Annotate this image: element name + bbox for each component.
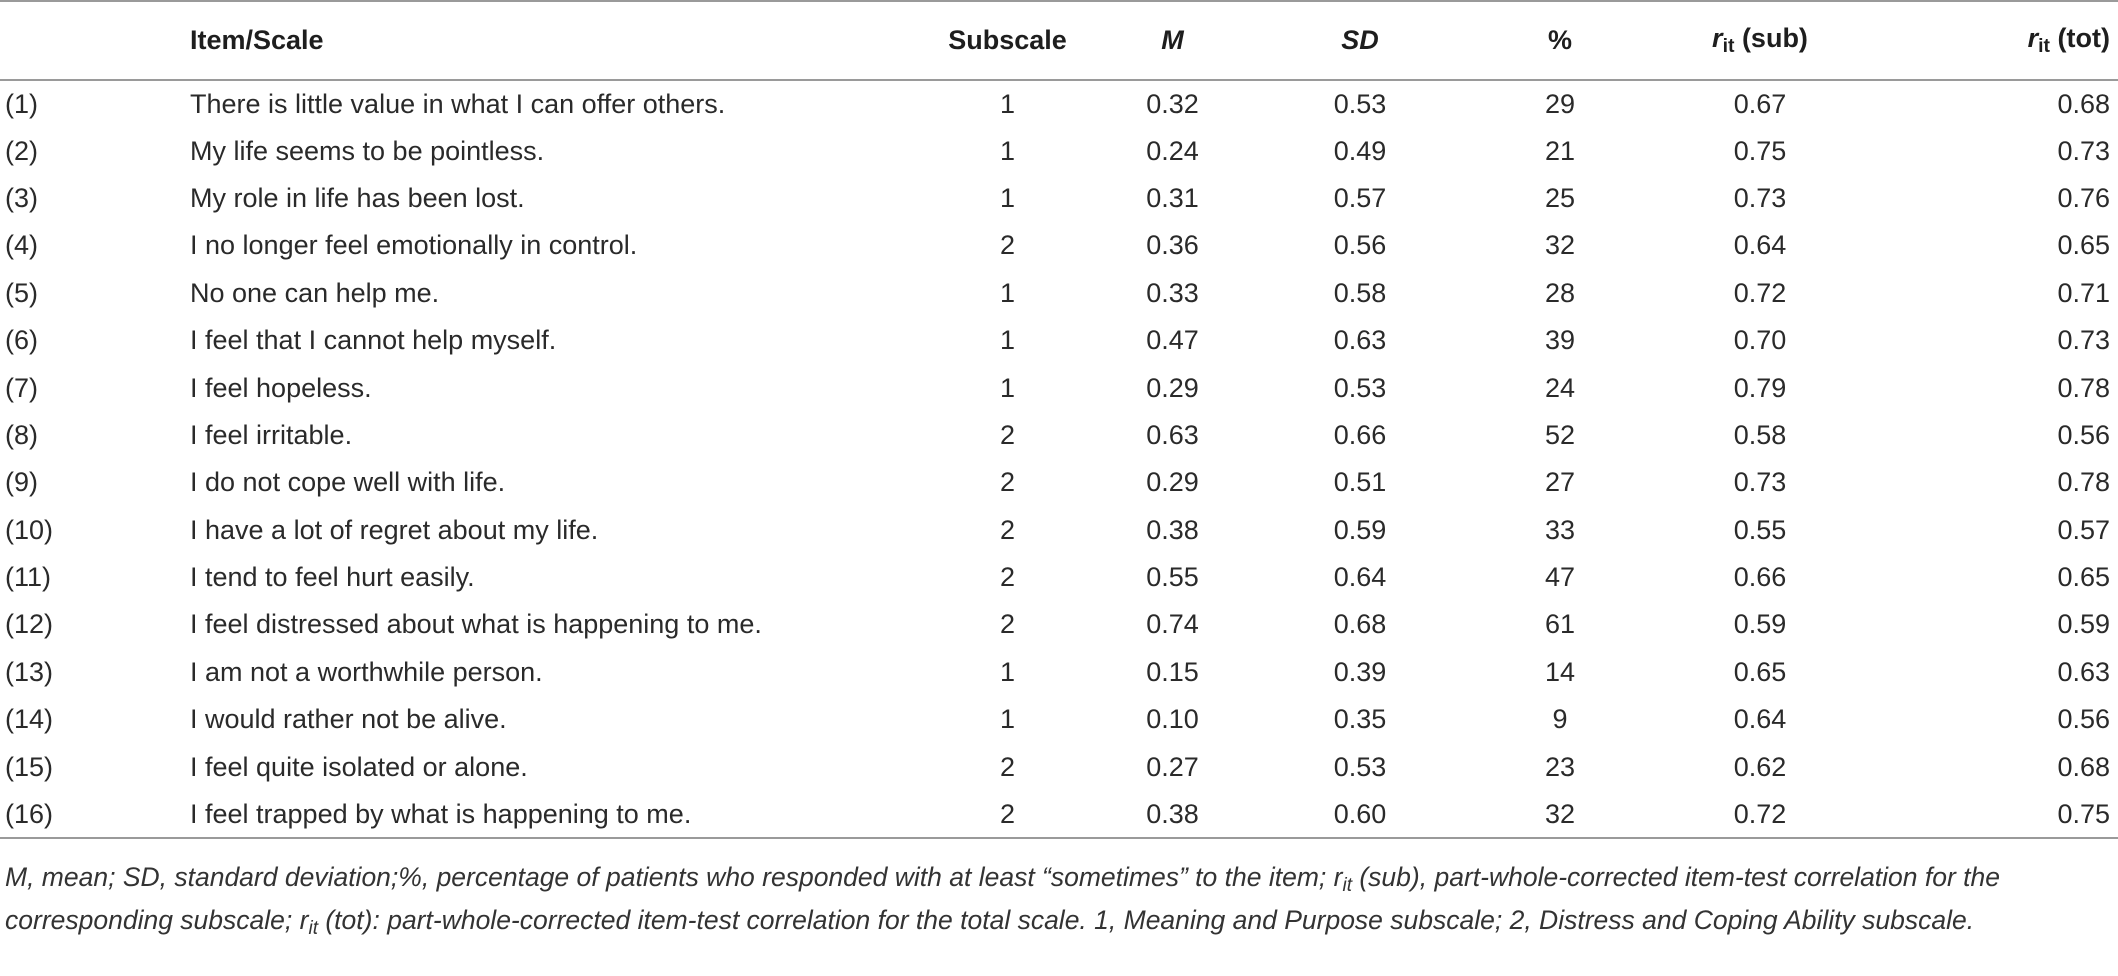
cell-mean: 0.55 bbox=[1146, 562, 1199, 593]
cell-mean: 0.32 bbox=[1146, 88, 1199, 119]
cell-r-tot: 0.76 bbox=[2057, 182, 2110, 213]
cell-item-number: (12) bbox=[5, 609, 54, 640]
cell-item-number: (5) bbox=[5, 277, 38, 308]
cell-percent: 24 bbox=[1544, 372, 1576, 403]
cell-r-tot: 0.68 bbox=[2057, 88, 2110, 119]
cell-mean: 0.31 bbox=[1146, 182, 1199, 213]
header-sd: SD bbox=[1341, 25, 1379, 55]
table-row bbox=[0, 459, 2118, 506]
cell-subscale: 2 bbox=[999, 419, 1016, 450]
header-mean: M bbox=[1161, 25, 1184, 55]
cell-percent: 32 bbox=[1544, 230, 1576, 261]
table-row bbox=[0, 270, 2118, 317]
header-r-tot-base: r bbox=[2027, 23, 2039, 54]
cell-mean: 0.29 bbox=[1146, 467, 1199, 498]
cell-r-sub: 0.62 bbox=[1733, 751, 1787, 782]
cell-r-tot: 0.73 bbox=[2057, 325, 2110, 356]
cell-r-sub: 0.67 bbox=[1733, 88, 1787, 119]
cell-subscale: 2 bbox=[999, 798, 1016, 829]
cell-subscale: 1 bbox=[999, 135, 1016, 166]
cell-item-number: (10) bbox=[5, 514, 54, 545]
cell-r-sub: 0.70 bbox=[1733, 325, 1787, 356]
cell-r-sub: 0.64 bbox=[1733, 704, 1787, 735]
cell-sd: 0.53 bbox=[1333, 751, 1387, 782]
table-row bbox=[0, 317, 2118, 364]
table-row bbox=[0, 412, 2118, 459]
cell-sd: 0.39 bbox=[1333, 656, 1387, 687]
cell-r-tot: 0.57 bbox=[2057, 514, 2110, 545]
table-row bbox=[0, 791, 2118, 838]
cell-r-tot: 0.65 bbox=[2057, 562, 2110, 593]
cell-percent: 21 bbox=[1544, 135, 1576, 166]
cell-subscale: 2 bbox=[999, 562, 1016, 593]
cell-mean: 0.27 bbox=[1146, 751, 1199, 782]
cell-subscale: 2 bbox=[999, 514, 1016, 545]
cell-mean: 0.24 bbox=[1146, 135, 1199, 166]
cell-r-sub: 0.75 bbox=[1733, 135, 1787, 166]
cell-item-number: (1) bbox=[5, 88, 38, 119]
cell-sd: 0.68 bbox=[1333, 609, 1387, 640]
header-r-sub-subscript: it bbox=[1722, 34, 1735, 57]
header-percent: % bbox=[1547, 25, 1572, 55]
cell-percent: 23 bbox=[1544, 751, 1576, 782]
cell-r-tot: 0.78 bbox=[2057, 372, 2110, 403]
cell-item-text: I feel trapped by what is happening to me. bbox=[190, 798, 692, 829]
cell-item-text: My role in life has been lost. bbox=[190, 182, 525, 213]
cell-r-tot: 0.63 bbox=[2057, 656, 2110, 687]
cell-percent: 28 bbox=[1544, 277, 1576, 308]
cell-r-tot: 0.71 bbox=[2057, 277, 2110, 308]
footnote-part-1: M, mean; SD, standard deviation;%, percentage of patients who responded with at least “sometimes” to the item; r bbox=[5, 862, 1343, 892]
cell-subscale: 1 bbox=[999, 704, 1016, 735]
table-row bbox=[0, 554, 2118, 601]
header-r-tot bbox=[1860, 1, 2118, 80]
cell-item-number: (15) bbox=[5, 751, 54, 782]
cell-mean: 0.36 bbox=[1146, 230, 1199, 261]
table-row bbox=[0, 601, 2118, 648]
table-row bbox=[0, 696, 2118, 743]
header-r-tot-subscript: it bbox=[2038, 34, 2051, 57]
cell-percent: 33 bbox=[1544, 514, 1576, 545]
cell-sd: 0.58 bbox=[1333, 277, 1387, 308]
cell-percent: 47 bbox=[1544, 562, 1576, 593]
cell-item-text: I tend to feel hurt easily. bbox=[190, 562, 475, 593]
cell-mean: 0.10 bbox=[1146, 704, 1199, 735]
cell-item-text: My life seems to be pointless. bbox=[190, 135, 545, 166]
cell-sd: 0.56 bbox=[1333, 230, 1387, 261]
cell-subscale: 1 bbox=[999, 372, 1016, 403]
table-row bbox=[0, 175, 2118, 222]
cell-sd: 0.49 bbox=[1333, 135, 1387, 166]
footnote-subscript-2: it bbox=[308, 917, 318, 939]
cell-r-sub: 0.73 bbox=[1733, 182, 1787, 213]
cell-item-number: (9) bbox=[5, 467, 38, 498]
cell-mean: 0.33 bbox=[1146, 277, 1199, 308]
table-row bbox=[0, 743, 2118, 790]
cell-item-number: (8) bbox=[5, 419, 38, 450]
cell-mean: 0.63 bbox=[1146, 419, 1199, 450]
cell-item-text: I would rather not be alive. bbox=[190, 704, 507, 735]
cell-item-text: I feel quite isolated or alone. bbox=[190, 751, 528, 782]
cell-subscale: 1 bbox=[999, 325, 1016, 356]
cell-percent: 9 bbox=[1552, 704, 1568, 735]
cell-r-sub: 0.64 bbox=[1733, 230, 1787, 261]
cell-subscale: 2 bbox=[999, 609, 1016, 640]
cell-subscale: 1 bbox=[999, 656, 1016, 687]
cell-item-text: No one can help me. bbox=[190, 277, 440, 308]
cell-percent: 39 bbox=[1544, 325, 1576, 356]
cell-r-sub: 0.65 bbox=[1733, 656, 1787, 687]
cell-item-text: I have a lot of regret about my life. bbox=[190, 514, 599, 545]
cell-mean: 0.15 bbox=[1146, 656, 1199, 687]
cell-item-number: (2) bbox=[5, 135, 38, 166]
footnote-part-3: (tot): part-whole-corrected item-test correlation for the total scale. 1, Meaning and Purpose subscale; 2, Distress and Coping Ability subscale. bbox=[318, 904, 1975, 935]
cell-sd: 0.53 bbox=[1333, 88, 1387, 119]
cell-r-sub: 0.66 bbox=[1733, 562, 1787, 593]
cell-r-sub: 0.72 bbox=[1733, 277, 1787, 308]
cell-mean: 0.29 bbox=[1146, 372, 1199, 403]
cell-item-text: I feel distressed about what is happening to me. bbox=[190, 609, 762, 640]
cell-item-text: I am not a worthwhile person. bbox=[190, 656, 543, 687]
cell-sd: 0.51 bbox=[1333, 467, 1387, 498]
cell-r-sub: 0.58 bbox=[1733, 419, 1787, 450]
cell-r-sub: 0.79 bbox=[1733, 372, 1787, 403]
cell-mean: 0.38 bbox=[1146, 798, 1199, 829]
cell-r-sub: 0.73 bbox=[1733, 467, 1787, 498]
header-r-sub bbox=[1660, 1, 1860, 80]
table-row bbox=[0, 507, 2118, 554]
table-body bbox=[0, 80, 2118, 838]
cell-sd: 0.53 bbox=[1333, 372, 1387, 403]
cell-item-number: (6) bbox=[5, 325, 38, 356]
cell-sd: 0.64 bbox=[1333, 562, 1387, 593]
cell-percent: 27 bbox=[1544, 467, 1576, 498]
table-footnote bbox=[5, 860, 2110, 946]
cell-sd: 0.57 bbox=[1333, 182, 1387, 213]
cell-item-number: (7) bbox=[5, 372, 38, 403]
table-row bbox=[0, 364, 2118, 411]
cell-sd: 0.35 bbox=[1333, 704, 1387, 735]
cell-mean: 0.38 bbox=[1146, 514, 1199, 545]
cell-item-number: (14) bbox=[5, 704, 54, 735]
cell-sd: 0.59 bbox=[1333, 514, 1387, 545]
cell-item-number: (11) bbox=[5, 562, 52, 593]
cell-r-tot: 0.59 bbox=[2057, 609, 2110, 640]
table-header bbox=[0, 1, 2118, 80]
table-row bbox=[0, 127, 2118, 174]
cell-subscale: 2 bbox=[999, 751, 1016, 782]
cell-r-tot: 0.56 bbox=[2057, 419, 2110, 450]
table-row bbox=[0, 80, 2118, 127]
table-row bbox=[0, 222, 2118, 269]
cell-percent: 32 bbox=[1544, 798, 1576, 829]
header-r-sub-suffix: (sub) bbox=[1734, 23, 1808, 54]
cell-subscale: 1 bbox=[999, 277, 1016, 308]
cell-r-tot: 0.78 bbox=[2057, 467, 2110, 498]
cell-item-number: (16) bbox=[5, 798, 54, 829]
cell-sd: 0.63 bbox=[1333, 325, 1387, 356]
cell-sd: 0.66 bbox=[1333, 419, 1387, 450]
header-item-scale: Item/Scale bbox=[190, 25, 324, 55]
cell-mean: 0.47 bbox=[1146, 325, 1199, 356]
cell-item-text: I feel hopeless. bbox=[190, 372, 372, 403]
cell-subscale: 1 bbox=[999, 182, 1016, 213]
cell-percent: 29 bbox=[1544, 88, 1576, 119]
header-subscale: Subscale bbox=[948, 25, 1067, 55]
cell-subscale: 2 bbox=[999, 230, 1016, 261]
cell-subscale: 2 bbox=[999, 467, 1016, 498]
cell-item-number: (3) bbox=[5, 182, 38, 213]
cell-sd: 0.60 bbox=[1333, 798, 1387, 829]
cell-percent: 61 bbox=[1544, 609, 1576, 640]
cell-item-number: (4) bbox=[5, 230, 38, 261]
cell-r-tot: 0.56 bbox=[2057, 704, 2110, 735]
cell-r-tot: 0.73 bbox=[2057, 135, 2110, 166]
cell-item-text: I feel irritable. bbox=[190, 419, 353, 450]
cell-mean: 0.74 bbox=[1146, 609, 1199, 640]
cell-percent: 52 bbox=[1544, 419, 1576, 450]
footnote-part-2: (sub), part-whole-corrected item-test correlation for the corresponding subscale; r bbox=[5, 862, 2001, 935]
cell-r-sub: 0.55 bbox=[1733, 514, 1787, 545]
cell-r-tot: 0.65 bbox=[2057, 230, 2110, 261]
header-r-tot-suffix: (tot) bbox=[2050, 23, 2110, 54]
cell-r-sub: 0.72 bbox=[1733, 798, 1787, 829]
footnote-subscript-1: it bbox=[1342, 874, 1352, 896]
cell-subscale: 1 bbox=[999, 88, 1016, 119]
cell-item-text: I no longer feel emotionally in control. bbox=[190, 230, 638, 261]
cell-r-sub: 0.59 bbox=[1733, 609, 1787, 640]
cell-percent: 25 bbox=[1544, 182, 1576, 213]
cell-item-number: (13) bbox=[5, 656, 54, 687]
header-item-number bbox=[0, 1, 190, 80]
header-row bbox=[0, 1, 2118, 80]
cell-item-text: I feel that I cannot help myself. bbox=[190, 325, 557, 356]
cell-percent: 14 bbox=[1544, 656, 1576, 687]
cell-r-tot: 0.75 bbox=[2057, 798, 2110, 829]
header-r-sub-base: r bbox=[1712, 23, 1723, 54]
cell-item-text: There is little value in what I can offer others. bbox=[190, 88, 726, 119]
cell-item-text: I do not cope well with life. bbox=[190, 467, 506, 498]
table-row bbox=[0, 649, 2118, 696]
cell-r-tot: 0.68 bbox=[2057, 751, 2110, 782]
